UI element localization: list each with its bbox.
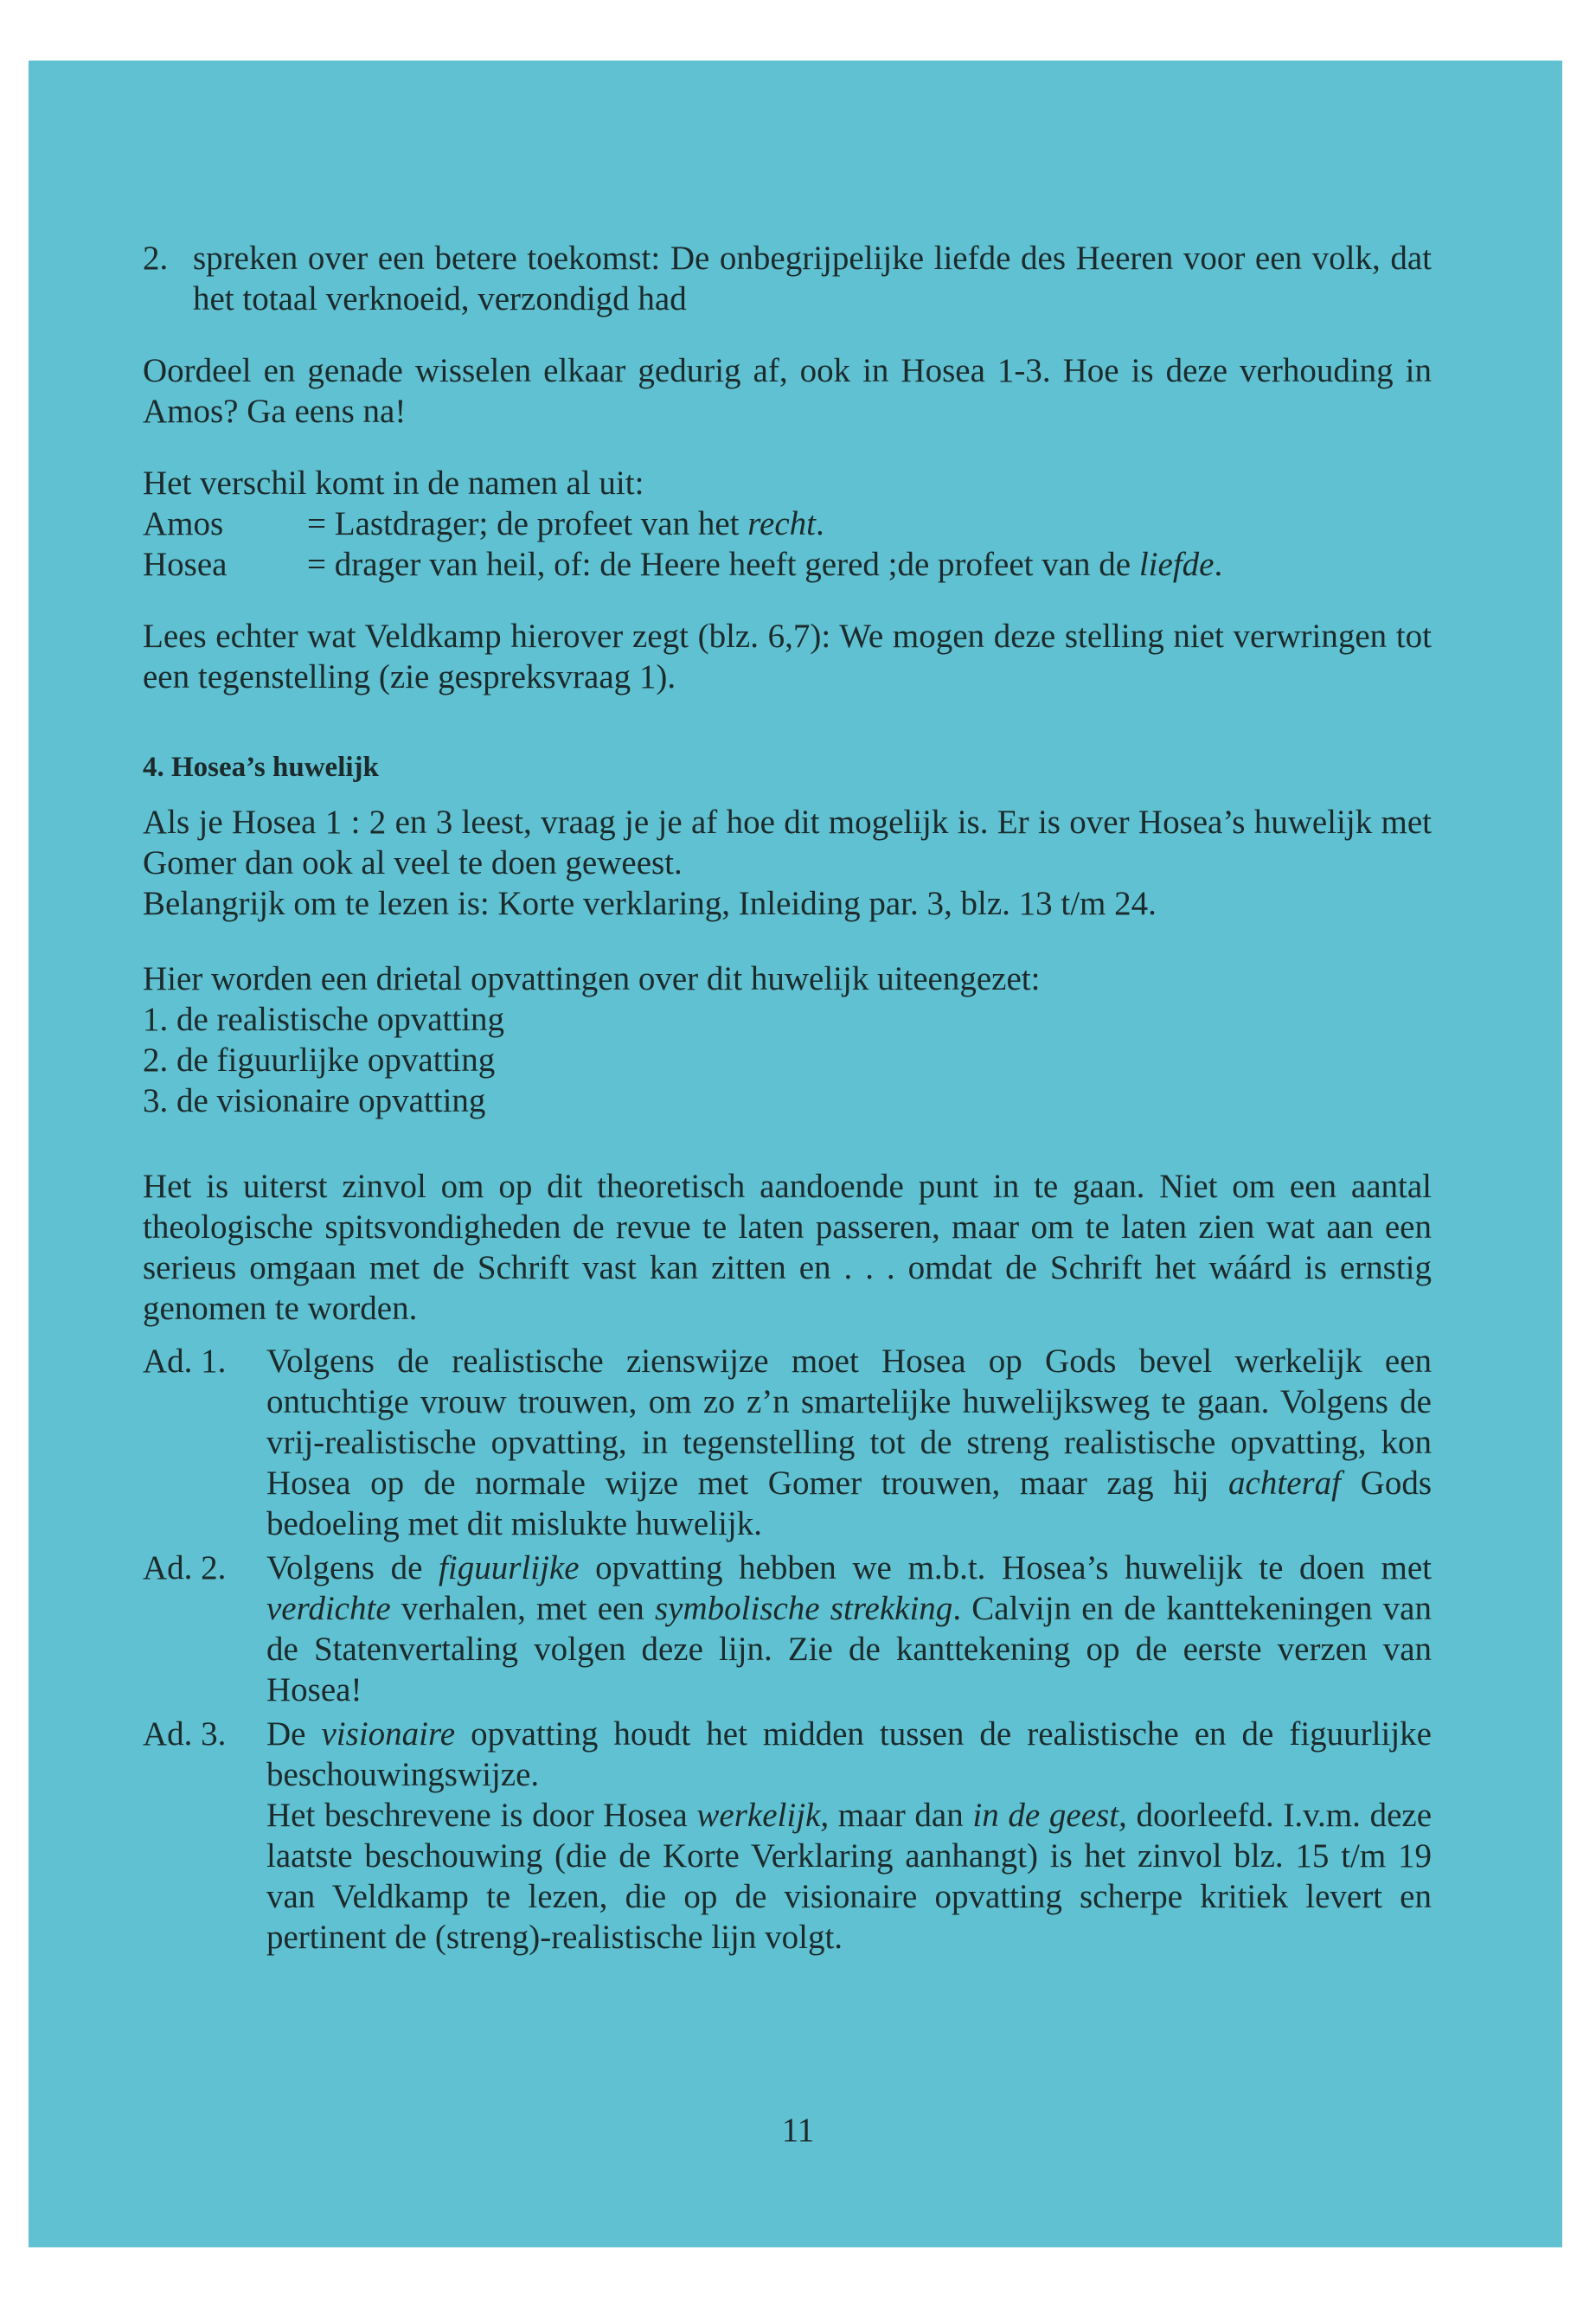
ad-2	[143, 1548, 1432, 1710]
ad-2-label: Ad. 2.	[143, 1549, 227, 1586]
definition-amos	[143, 503, 1432, 544]
view-item: 1. de realistische opvatting	[143, 1001, 505, 1038]
paragraph-oordeel: Oordeel en genade wisselen elkaar gedurig af, ook in Hosea 1-3. Hoe is deze verhouding in Amos? Ga eens na!	[143, 352, 1432, 430]
ad-3	[143, 1714, 1432, 1958]
paragraph-zinvol: Het is uiterst zinvol om op dit theoretisch aandoende punt in te gaan. Niet om een aantal theologische spitsvondigheden de revue te laten passeren, maar om te laten zien wat aan een serieus omgaan met de Schrift vast kan zitten en . . . omdat de Schrift het wáárd is ernstig genomen te worden.	[143, 1168, 1432, 1327]
ad-1-label: Ad. 1.	[143, 1343, 227, 1380]
view-item: 3. de visionaire opvatting	[143, 1082, 486, 1119]
view-item: 2. de figuurlijke opvatting	[143, 1042, 496, 1079]
hosea-definition: = drager van heil, of: de Heere heeft gered ;de profeet van de liefde.	[307, 546, 1223, 583]
ad-1	[143, 1341, 1432, 1544]
hosea-term: Hosea	[143, 546, 228, 583]
views-list	[143, 999, 1432, 1121]
ad-3-text: De visionaire opvatting houdt het midden tussen de realistische en de figuurlijke beschouwingswijze. Het beschrevene is door Hosea werkelijk, maar dan in de geest, doorleefd. I.v.m. deze laatste beschouwing (die de Korte Verklaring aanhangt) is het zinvol blz. 15 t/m 19 van Veldkamp te lezen, die op de visionaire opvatting scherpe kritiek levert en pertinent de (streng)-realistische lijn volgt.	[266, 1715, 1433, 1956]
paragraph-veldkamp: Lees echter wat Veldkamp hierover zegt (blz. 6,7): We mogen deze stelling niet verwringen tot een tegenstelling (zie gespreksvraag 1).	[143, 618, 1432, 695]
views-intro: Hier worden een drietal opvattingen over dit huwelijk uiteengezet:	[143, 960, 1041, 997]
verschil-intro: Het verschil komt in de namen al uit:	[143, 465, 644, 502]
page-number: 11	[781, 2112, 815, 2149]
section-4-paragraph-2: Belangrijk om te lezen is: Korte verklaring, Inleiding par. 3, blz. 13 t/m 24.	[143, 885, 1157, 922]
ad-2-text: Volgens de figuurlijke opvatting hebben we m.b.t. Hosea’s huwelijk te doen met verdichte verhalen, met een symbolische strekking. Calvijn en de kanttekeningen van de Statenvertaling volgen deze lijn. Zie de kanttekening op de eerste verzen van Hosea!	[266, 1549, 1432, 1708]
page-content	[143, 238, 1432, 1958]
point-2-number: 2.	[143, 240, 169, 277]
point-2	[143, 238, 1432, 319]
amos-definition: = Lastdrager; de profeet van het recht.	[307, 505, 824, 542]
section-4-paragraph-1: Als je Hosea 1 : 2 en 3 leest, vraag je je af hoe dit mogelijk is. Er is over Hosea’s huwelijk met Gomer dan ook al veel te doen geweest.	[143, 804, 1432, 881]
section-4-heading: 4. Hosea’s huwelijk	[143, 752, 379, 783]
amos-term: Amos	[143, 505, 224, 542]
ad-1-text: Volgens de realistische zienswijze moet Hosea op Gods bevel werkelijk een ontuchtige vrouw trouwen, om zo z’n smartelijke huwelijksweg te gaan. Volgens de vrij-realistische opvatting, in tegenstelling tot de streng realistische opvatting, kon Hosea op de normale wijze met Gomer trouwen, maar zag hij achteraf Gods bedoeling met dit mislukte huwelijk.	[266, 1343, 1432, 1542]
point-2-text: spreken over een betere toekomst: De onbegrijpelijke liefde des Heeren voor een volk, dat het totaal verknoeid, verzondigd had	[193, 240, 1432, 317]
definition-hosea	[143, 544, 1432, 585]
ad-3-label: Ad. 3.	[143, 1715, 227, 1753]
